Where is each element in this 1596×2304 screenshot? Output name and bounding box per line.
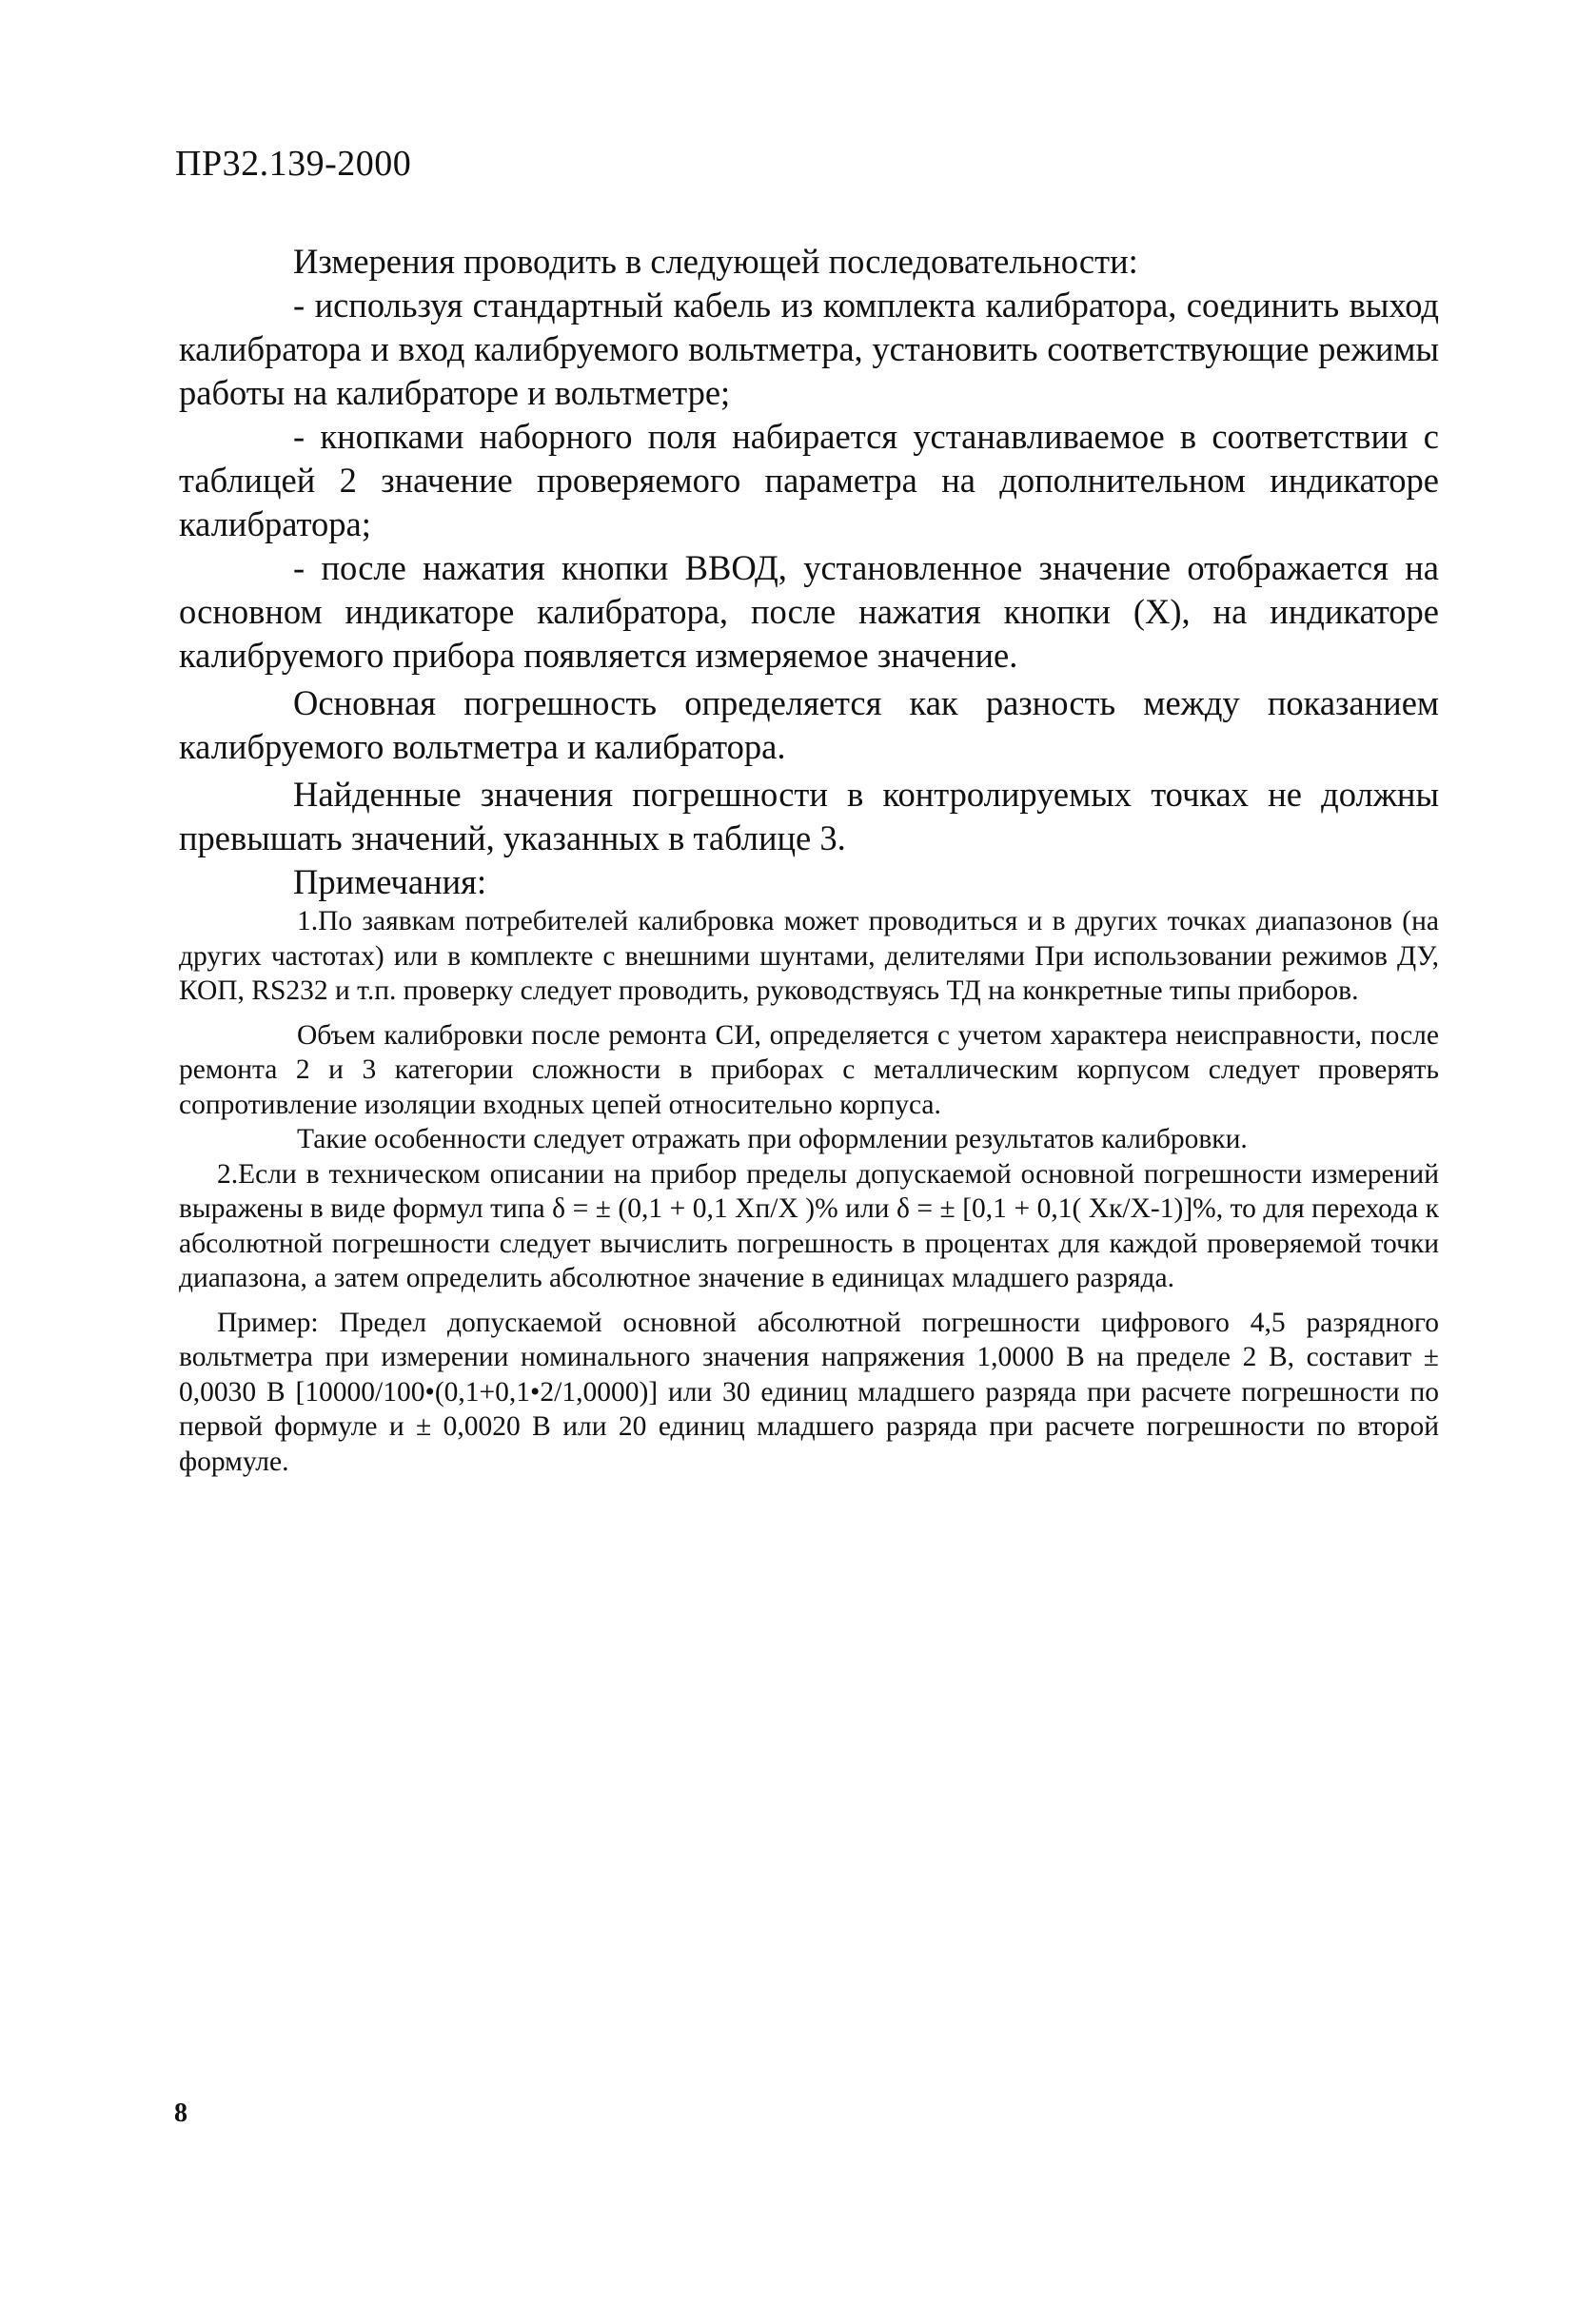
note-1-repair: Объем калибровки после ремонта СИ, определяется с учетом характера неисправности, после ремонта 2 и 3 категории сложности в приборах с металлическим корпусом следует проверять сопротивление изоляции входных цепей относительно корпуса.: [179, 1019, 1439, 1120]
example-paragraph: Пример: Предел допускаемой основной абсолютной погрешности цифрового 4,5 разрядного вольтметра при измерении номинального значения напряжения 1,0000 В на пределе 2 В, составит ± 0,0030 В [10000/100•(0,1+0,1•2/1,0000)] или 30 единиц младшего разряда при расчете погрешности по первой формуле и ± 0,0020 В или 20 единиц младшего разряда при расчете погрешности по второй формуле.: [179, 1307, 1439, 1477]
note-1-report: Такие особенности следует отражать при оформлении результатов калибровки.: [297, 1124, 1248, 1154]
document-code: ПР32.139-2000: [175, 144, 412, 184]
page-number: 8: [174, 2098, 187, 2128]
document-body: [179, 240, 1439, 1479]
notes-title: Примечания:: [293, 862, 487, 901]
procedure-intro: Измерения проводить в следующей последовательности:: [293, 242, 1138, 281]
error-limit-paragraph: Найденные значения погрешности в контролируемых точках не должны превышать значений, указанных в таблице 3.: [179, 775, 1439, 857]
procedure-step-2: - кнопками наборного поля набирается устанавливаемое в соответствии с таблицей 2 значение проверяемого параметра на дополнительном индикаторе калибратора;: [179, 417, 1439, 543]
note-2: 2.Если в техническом описании на прибор пределы допускаемой основной погрешности измерений выражены в виде формул типа δ = ± (0,1 + 0,1 Xп/X )% или δ = ± [0,1 + 0,1( Xк/X-1)]%, то для перехода к абсолютной погрешности следует вычислить погрешность в процентах для каждой проверяемой точки диапазона, а затем определить абсолютное значение в единицах младшего разряда.: [179, 1158, 1439, 1293]
procedure-step-3: - после нажатия кнопки ВВОД, установленное значение отображается на основном индикаторе калибратора, после нажатия кнопки (X), на индикаторе калибруемого прибора появляется измеряемое значение.: [179, 548, 1439, 675]
procedure-step-1: - используя стандартный кабель из комплекта калибратора, соединить выход калибратора и вход калибруемого вольтметра, установить соответствующие режимы работы на калибраторе и вольтметре;: [179, 286, 1439, 412]
note-1: 1.По заявкам потребителей калибровка может проводиться и в других точках диапазонов (на других частотах) или в комплекте с внешними шунтами, делителями При использовании режимов ДУ, КОП, RS232 и т.п. проверку следует проводить, руководствуясь ТД на конкретные типы приборов.: [179, 906, 1439, 1006]
error-definition-paragraph: Основная погрешность определяется как разность между показанием калибруемого вольтметра и калибратора.: [179, 683, 1439, 766]
